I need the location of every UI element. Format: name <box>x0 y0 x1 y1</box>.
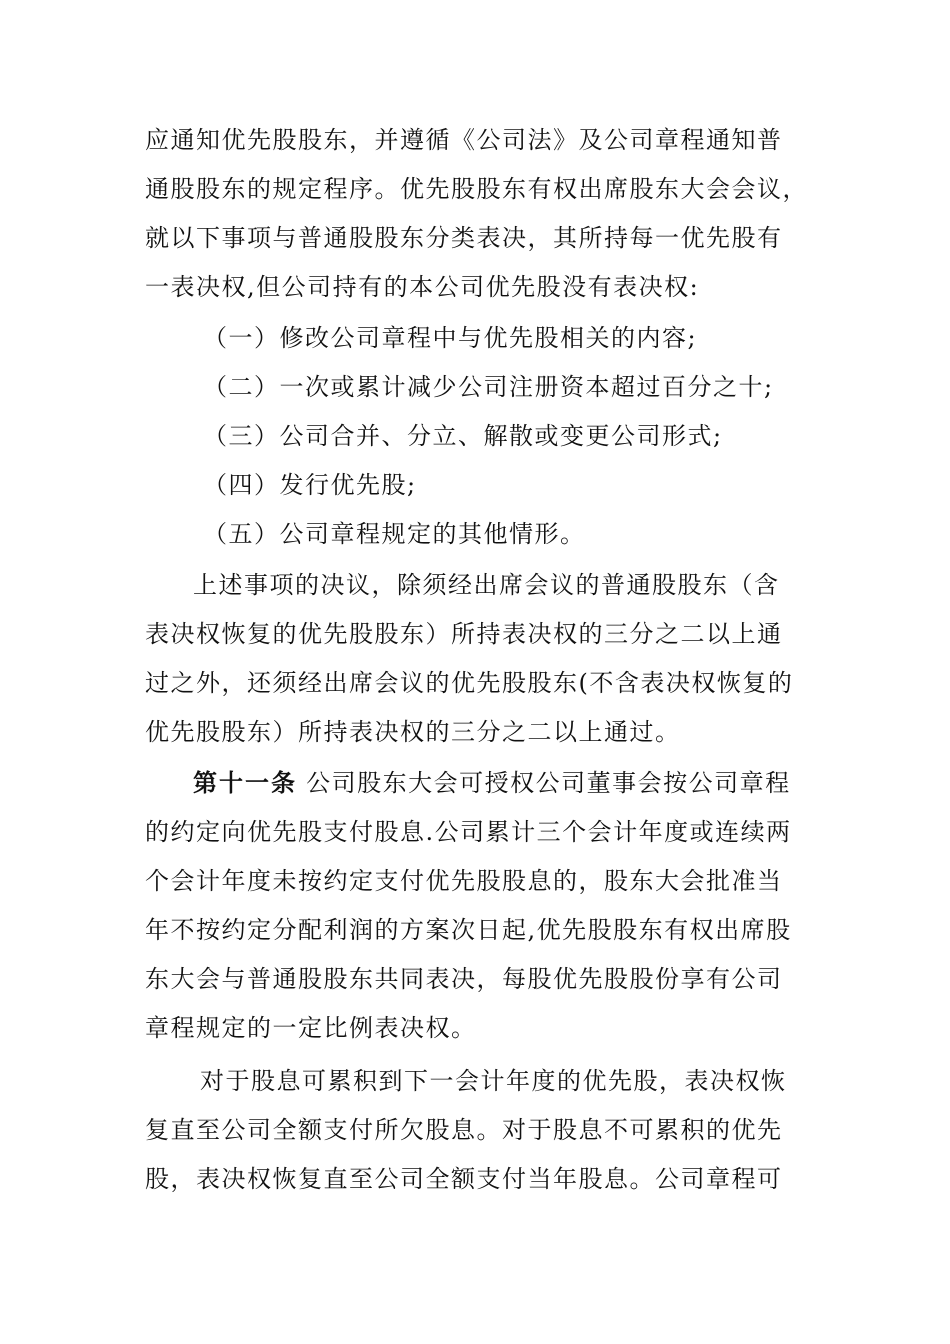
list-item: （五）公司章程规定的其他情形。 <box>203 520 586 548</box>
text-line: 对于股息可累积到下一会计年度的优先股，表决权恢 <box>200 1067 787 1095</box>
article-first-line <box>193 767 863 799</box>
text-line: 年不按约定分配利润的方案次日起,优先股股东有权出席股 <box>145 916 792 944</box>
text-line: 表决权恢复的优先股股东）所持表决权的三分之二以上通 <box>145 620 783 648</box>
list-item: （二）一次或累计减少公司注册资本超过百分之十; <box>203 373 774 401</box>
article-text: 公司股东大会可授权公司董事会按公司章程 <box>306 769 791 797</box>
text-line: 一表决权,但公司持有的本公司优先股没有表决权: <box>145 273 700 301</box>
text-line: 应通知优先股股东，并遵循《公司法》及公司章程通知普 <box>145 126 783 154</box>
text-line: 上述事项的决议，除须经出席会议的普通股股东（含 <box>193 571 780 599</box>
list-item: （三）公司合并、分立、解散或变更公司形式; <box>203 422 723 450</box>
text-line: 复直至公司全额支付所欠股息。对于股息不可累积的优先 <box>145 1116 783 1144</box>
text-line: 章程规定的一定比例表决权。 <box>145 1014 477 1042</box>
text-line: 过之外，还须经出席会议的优先股股东(不含表决权恢复的 <box>145 669 794 697</box>
text-line: 通股股东的规定程序。优先股股东有权出席股东大会会议， <box>145 175 808 203</box>
text-line: 就以下事项与普通股股东分类表决，其所持每一优先股有 <box>145 224 783 252</box>
text-line: 东大会与普通股股东共同表决，每股优先股股份享有公司 <box>145 965 783 993</box>
list-item: （一）修改公司章程中与优先股相关的内容; <box>203 324 698 352</box>
text-line: 的约定向优先股支付股息.公司累计三个会计年度或连续两 <box>145 818 792 846</box>
text-line: 优先股股东）所持表决权的三分之二以上通过。 <box>145 718 681 746</box>
article-heading: 第十一条 <box>193 768 297 797</box>
text-line: 个会计年度未按约定支付优先股股息的，股东大会批准当 <box>145 867 783 895</box>
text-line: 股，表决权恢复直至公司全额支付当年股息。公司章程可 <box>145 1165 783 1193</box>
list-item: （四）发行优先股; <box>203 471 417 499</box>
